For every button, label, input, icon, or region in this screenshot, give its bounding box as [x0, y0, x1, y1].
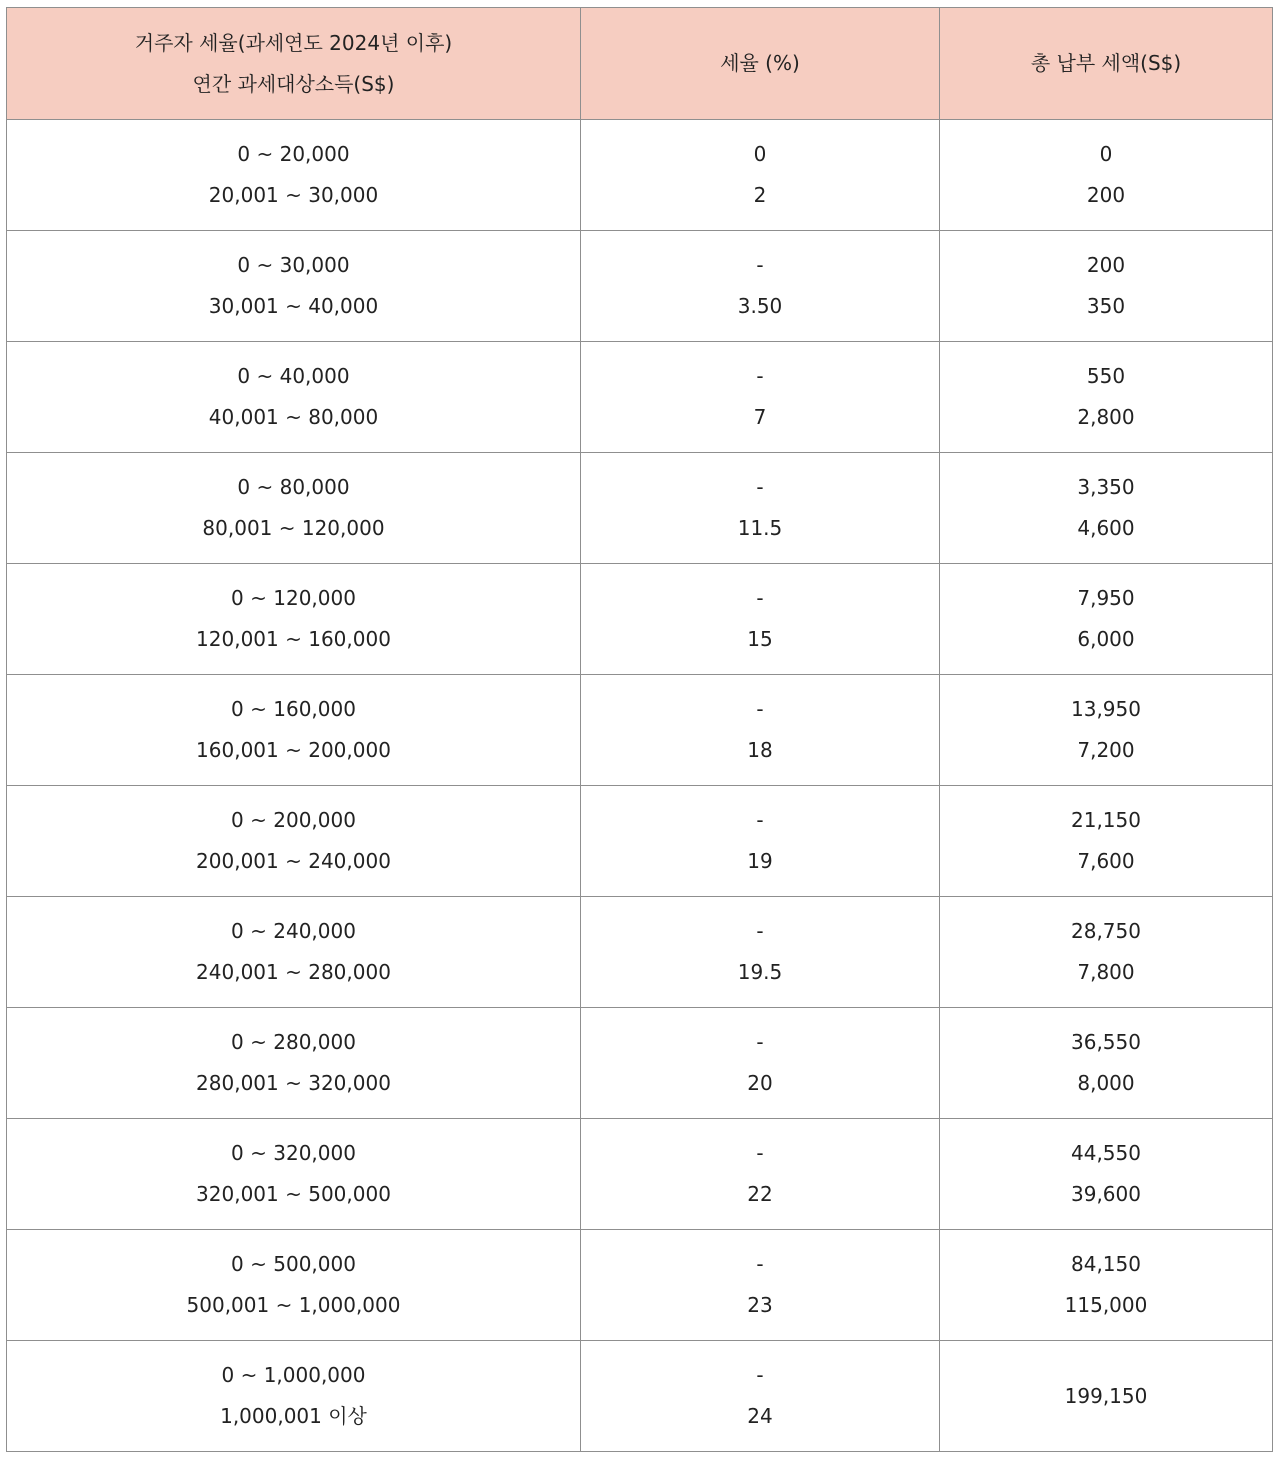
income-cell-value: 80,001 ~ 120,000	[202, 516, 385, 540]
table-body	[7, 120, 1273, 1452]
tax-cell-value: 200	[1086, 183, 1126, 207]
rate-cell-value: 22	[747, 1182, 773, 1206]
header-tax-label: 총 납부 세액(S$)	[1030, 51, 1182, 75]
rate-cell-value: 19	[747, 849, 773, 873]
income-cell-value: 0 ~ 280,000	[231, 1030, 356, 1054]
rate-cell-value: -	[756, 1363, 764, 1387]
tax-cell-value: 28,750	[1071, 919, 1141, 943]
tax-cell-value: 2,800	[1077, 405, 1135, 429]
income-cell-value: 160,001 ~ 200,000	[196, 738, 391, 762]
table-row	[7, 897, 1273, 1008]
tax-cell-value: 199,150	[1064, 1383, 1148, 1408]
tax-cell	[940, 897, 1273, 1008]
table-row	[7, 231, 1273, 342]
income-cell-value: 320,001 ~ 500,000	[196, 1182, 391, 1206]
income-cell-value: 200,001 ~ 240,000	[196, 849, 391, 873]
table-row	[7, 1119, 1273, 1230]
rate-cell-value: -	[756, 586, 764, 610]
rate-cell	[581, 231, 940, 342]
income-cell	[7, 1230, 581, 1341]
rate-cell	[581, 453, 940, 564]
rate-cell	[581, 675, 940, 786]
rate-cell	[581, 1230, 940, 1341]
rate-cell-value: 7	[753, 405, 767, 429]
rate-cell	[581, 564, 940, 675]
rate-cell	[581, 342, 940, 453]
income-cell-value: 0 ~ 30,000	[237, 253, 350, 277]
income-cell	[7, 342, 581, 453]
income-cell-value: 30,001 ~ 40,000	[208, 294, 379, 318]
income-cell-value: 0 ~ 1,000,000	[221, 1363, 366, 1387]
rate-cell	[581, 120, 940, 231]
income-cell-value: 0 ~ 500,000	[231, 1252, 356, 1276]
tax-cell-value: 550	[1086, 364, 1126, 388]
rate-cell-value: -	[756, 919, 764, 943]
header-tax	[940, 8, 1273, 120]
income-cell-value: 0 ~ 40,000	[237, 364, 350, 388]
rate-cell-value: -	[756, 475, 764, 499]
header-rate-label: 세율 (%)	[720, 51, 800, 75]
income-cell-value: 240,001 ~ 280,000	[196, 960, 391, 984]
income-cell-value: 0 ~ 80,000	[237, 475, 350, 499]
income-cell-value: 0 ~ 20,000	[237, 142, 350, 166]
table-row	[7, 1230, 1273, 1341]
income-cell-value: 0 ~ 160,000	[231, 697, 356, 721]
income-cell-value: 500,001 ~ 1,000,000	[186, 1293, 401, 1317]
tax-cell	[940, 231, 1273, 342]
rate-cell-value: -	[756, 253, 764, 277]
tax-cell-value: 7,600	[1077, 849, 1135, 873]
tax-rate-table	[6, 7, 1273, 1452]
rate-cell	[581, 1119, 940, 1230]
tax-cell	[940, 342, 1273, 453]
income-cell-value: 40,001 ~ 80,000	[208, 405, 379, 429]
rate-cell-value: -	[756, 1141, 764, 1165]
table-row	[7, 675, 1273, 786]
header-income-line2: 연간 과세대상소득(S$)	[192, 71, 395, 96]
rate-cell-value: -	[756, 1252, 764, 1276]
tax-cell-value: 36,550	[1071, 1030, 1141, 1054]
rate-cell-value: 0	[753, 142, 767, 166]
rate-cell-value: 24	[747, 1404, 773, 1428]
income-cell	[7, 564, 581, 675]
table-row	[7, 120, 1273, 231]
tax-cell-value: 3,350	[1077, 475, 1135, 499]
tax-cell-value: 200	[1086, 253, 1126, 277]
tax-cell-value: 7,800	[1077, 960, 1135, 984]
tax-cell-value: 0	[1099, 142, 1113, 166]
tax-cell-value: 4,600	[1077, 516, 1135, 540]
rate-cell-value: 3.50	[737, 294, 783, 318]
income-cell-value: 120,001 ~ 160,000	[196, 627, 391, 651]
tax-cell-value: 13,950	[1071, 697, 1141, 721]
income-cell	[7, 1008, 581, 1119]
rate-cell	[581, 1341, 940, 1452]
tax-cell-value: 6,000	[1077, 627, 1135, 651]
tax-cell	[940, 786, 1273, 897]
tax-cell-value: 44,550	[1071, 1141, 1141, 1165]
income-cell-value: 280,001 ~ 320,000	[196, 1071, 391, 1095]
income-cell-value: 1,000,001 이상	[220, 1404, 367, 1428]
tax-cell	[940, 675, 1273, 786]
tax-cell-value: 7,950	[1077, 586, 1135, 610]
income-cell	[7, 1119, 581, 1230]
rate-cell-value: -	[756, 808, 764, 832]
rate-cell	[581, 786, 940, 897]
rate-cell-value: -	[756, 364, 764, 388]
tax-cell-value: 84,150	[1071, 1252, 1141, 1276]
tax-cell	[940, 564, 1273, 675]
rate-cell-value: 23	[747, 1293, 773, 1317]
tax-cell-value: 7,200	[1077, 738, 1135, 762]
income-cell-value: 0 ~ 320,000	[231, 1141, 356, 1165]
income-cell	[7, 231, 581, 342]
income-cell-value: 20,001 ~ 30,000	[208, 183, 379, 207]
table-row	[7, 564, 1273, 675]
tax-cell-value: 350	[1086, 294, 1126, 318]
income-cell	[7, 120, 581, 231]
table-row	[7, 786, 1273, 897]
tax-cell	[940, 120, 1273, 231]
rate-cell-value: 19.5	[737, 960, 783, 984]
rate-cell	[581, 897, 940, 1008]
income-cell	[7, 786, 581, 897]
income-cell	[7, 897, 581, 1008]
header-income-line1: 거주자 세율(과세연도 2024년 이후)	[134, 30, 453, 55]
rate-cell-value: 11.5	[737, 516, 783, 540]
income-cell	[7, 453, 581, 564]
rate-cell-value: 2	[753, 183, 767, 207]
tax-cell	[940, 1008, 1273, 1119]
rate-cell-value: 15	[747, 627, 773, 651]
table-row	[7, 1341, 1273, 1452]
rate-cell	[581, 1008, 940, 1119]
income-cell-value: 0 ~ 120,000	[231, 586, 356, 610]
tax-cell	[940, 1230, 1273, 1341]
tax-cell-value: 8,000	[1077, 1071, 1135, 1095]
tax-cell	[940, 1119, 1273, 1230]
tax-cell	[940, 1341, 1273, 1452]
income-cell-value: 0 ~ 200,000	[231, 808, 356, 832]
income-cell-value: 0 ~ 240,000	[231, 919, 356, 943]
tax-cell-value: 21,150	[1071, 808, 1141, 832]
rate-cell-value: 20	[747, 1071, 773, 1095]
table-row	[7, 342, 1273, 453]
rate-cell-value: 18	[747, 738, 773, 762]
rate-cell-value: -	[756, 697, 764, 721]
rate-cell-value: -	[756, 1030, 764, 1054]
tax-cell-value: 115,000	[1064, 1293, 1148, 1317]
header-income	[7, 8, 581, 120]
header-rate	[581, 8, 940, 120]
income-cell	[7, 1341, 581, 1452]
table-row	[7, 1008, 1273, 1119]
table-header-row	[7, 8, 1273, 120]
tax-cell-value: 39,600	[1071, 1182, 1141, 1206]
table-row	[7, 453, 1273, 564]
tax-cell	[940, 453, 1273, 564]
income-cell	[7, 675, 581, 786]
